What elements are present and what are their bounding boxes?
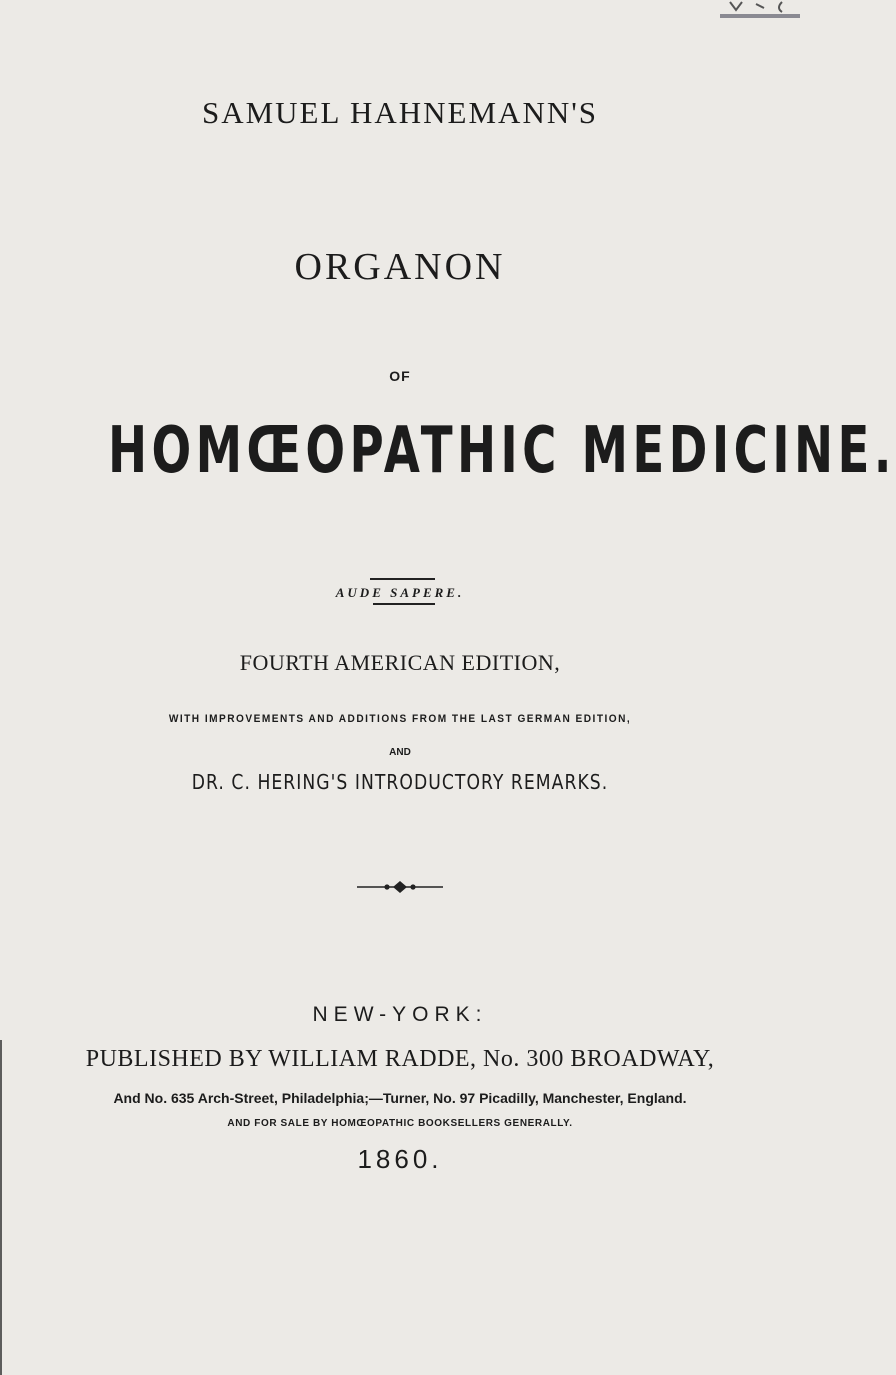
- subject-line: HOMŒOPATHIC MEDICINE.: [108, 414, 896, 488]
- book-title: ORGANON: [294, 246, 506, 288]
- motto: AUDE SAPERE.: [335, 585, 465, 600]
- hering-remarks-line: DR. C. HERING'S INTRODUCTORY REMARKS.: [191, 770, 609, 794]
- and-line: AND: [389, 747, 411, 758]
- imprint-year: 1860.: [357, 1144, 443, 1174]
- of-line: OF: [389, 368, 411, 384]
- author-line: SAMUEL HAHNEMANN'S: [201, 95, 599, 130]
- page-edge-shadow: [0, 1040, 2, 1375]
- imprint-address: And No. 635 Arch-Street, Philadelphia;—Turner, No. 97 Picadilly, Manchester, England.: [113, 1090, 687, 1106]
- ornament-divider: [355, 880, 445, 894]
- imprint-publisher: PUBLISHED BY WILLIAM RADDE, No. 300 BROADWAY,: [85, 1046, 715, 1072]
- imprint-city: NEW-YORK:: [312, 1003, 488, 1026]
- edition-line: FOURTH AMERICAN EDITION,: [239, 650, 561, 675]
- imprint-sale: AND FOR SALE BY HOMŒOPATHIC BOOKSELLERS GENERALLY.: [227, 1118, 573, 1129]
- motto-rule-top: [370, 578, 435, 580]
- motto-rule-bottom: [373, 603, 435, 605]
- improvements-line: WITH IMPROVEMENTS AND ADDITIONS FROM THE LAST GERMAN EDITION,: [168, 713, 632, 725]
- binding-corner-mark: [720, 0, 800, 22]
